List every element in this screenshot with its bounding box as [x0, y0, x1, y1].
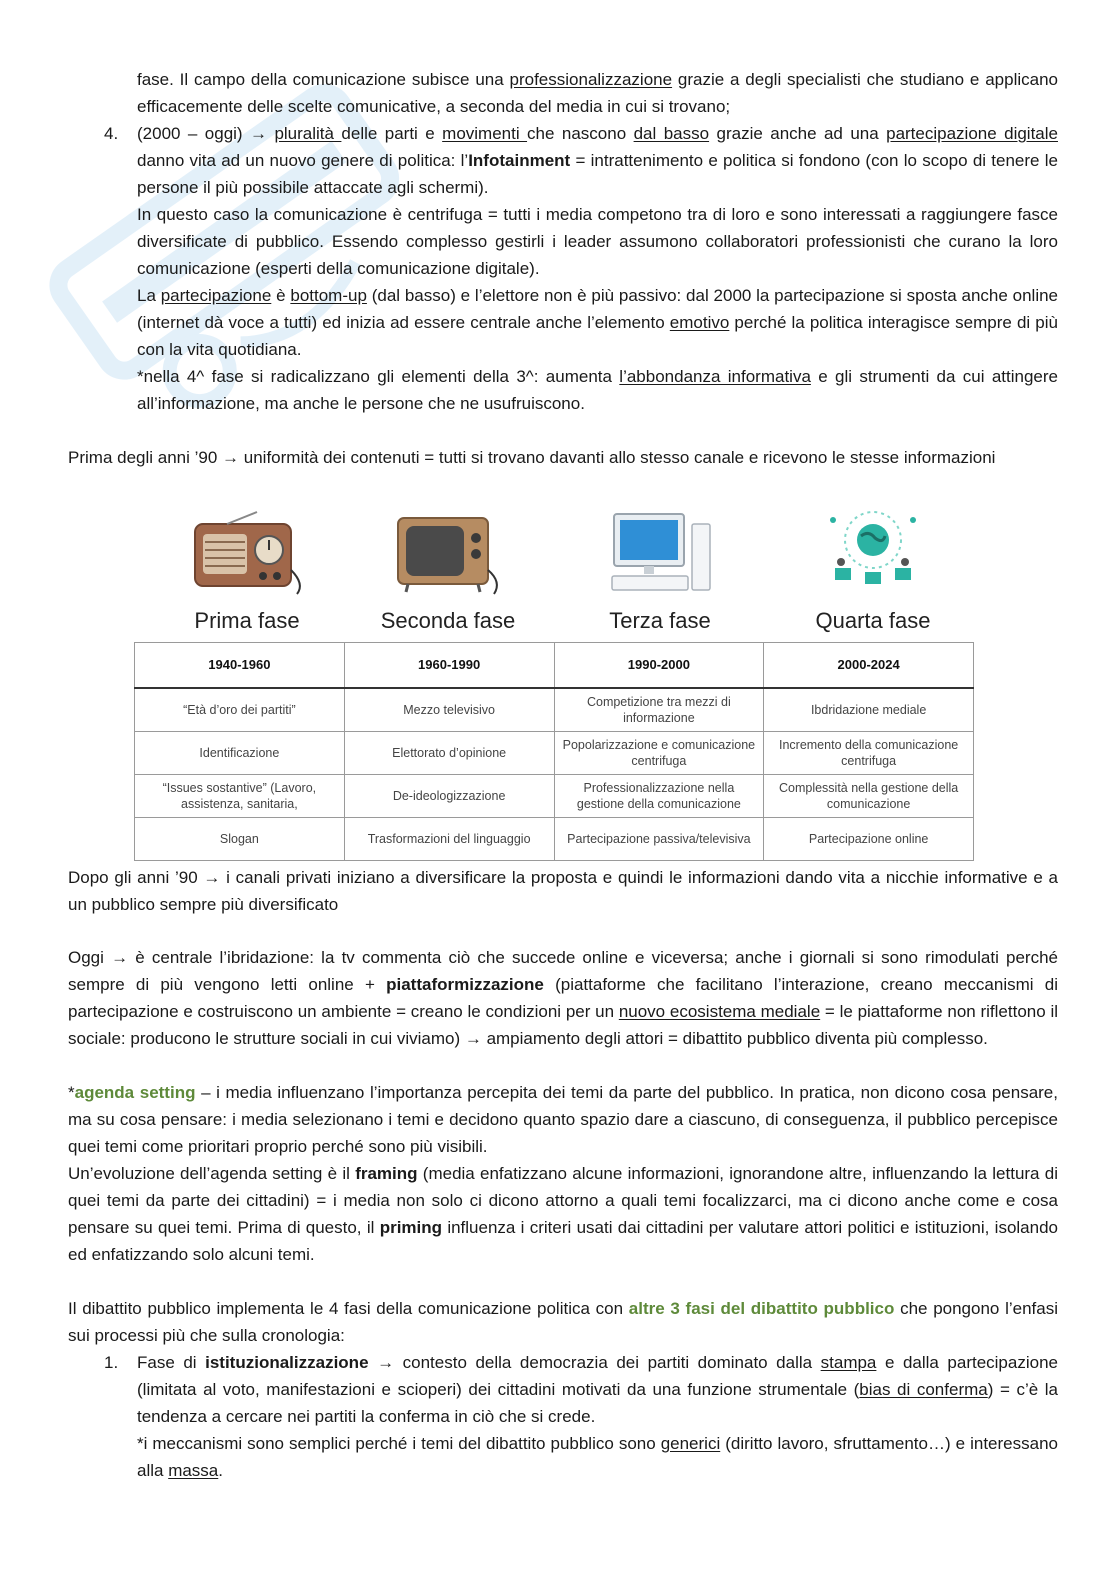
table-cell: Competizione tra mezzi di informazione [554, 688, 764, 732]
table-cell: De-ideologizzazione [344, 775, 554, 818]
phase-2 [358, 510, 538, 634]
table-cell: Ibdridazione mediale [764, 688, 974, 732]
agenda-setting-paragraph: *agenda setting – i media influenzano l’importanza percepita dei temi da parte del pubblico. In pratica, non dicono cosa pensare, ma su cosa pensare: i media selezionano i temi e decidono quanto spazio dare a ciascuno, di conseguenza, il pubblico percepisce quei temi come prioritari proprio perché sono più visibili. [68, 1083, 1058, 1156]
item4-centrifuga-paragraph: In questo caso la comunicazione è centrifuga = tutti i media competono tra di loro e sono interessati a raggiungere fasce diversificate di pubblico. Essendo complesso gestirli i leader assumono collaboratori professionisti che curano la loro comunicazione (esperti della comunicazione digitale). [137, 205, 1058, 278]
before-90-paragraph: Prima degli anni ’90 → uniformità dei contenuti = tutti si trovano davanti allo stesso canale e ricevono le stesse informazioni [68, 448, 996, 467]
table-cell: Slogan [135, 818, 345, 861]
table-header-row [135, 643, 974, 689]
table-header: 1990-2000 [554, 643, 764, 689]
table-header: 1960-1990 [344, 643, 554, 689]
table-cell: Partecipazione online [764, 818, 974, 861]
table-cell: “Età d’oro dei partiti” [135, 688, 345, 732]
table-row [135, 732, 974, 775]
table-row [135, 775, 974, 818]
table-cell: Elettorato d’opinione [344, 732, 554, 775]
table-cell: Partecipazione passiva/televisiva [554, 818, 764, 861]
framing-paragraph: Un’evoluzione dell’agenda setting è il framing (media enfatizzano alcune informazioni, ignorandone altre, influenzando la lettura di quei temi da parte dei cittadini) = i media non solo ci dicono attorno a quali temi focalizzarci, ma ci dicono anche come e cosa pensare su quei temi. Prima di questo, il priming influenza i criteri usati dai cittadini per valutare attori politici e istituzioni, isolando ed enfatizzando solo alcuni temi. [68, 1164, 1059, 1264]
item4-note-paragraph: *nella 4^ fase si radicalizzano gli elementi della 3^: aumenta l’abbondanza informativa e gli strumenti da cui attingere all’informazione, ma anche le persone che ne usufruiscono. [137, 367, 1058, 413]
today-paragraph: Oggi → è centrale l’ibridazione: la tv commenta ciò che succede online e viceversa; anche i giornali si sono rimodulati perché sempre di più vengono letti online + piattaformizzazione (piattaforme che facilitano l’interazione, creano meccanismi di partecipazione e costruiscono un ambiente = creano le condizioni per un nuovo ecosistema mediale = le piattaforme non riflettono il sociale: producono le strutture sociali in cui viviamo) → ampiamento degli attori = dibattito pubblico diventa più complesso. [68, 948, 1058, 1048]
table-row [135, 818, 974, 861]
table-cell: Professionalizzazione nella gestione della comunicazione [554, 775, 764, 818]
television-icon [388, 510, 508, 596]
phase-4 [783, 510, 963, 634]
table-cell: Identificazione [135, 732, 345, 775]
table-cell: Incremento della comunicazione centrifuga [764, 732, 974, 775]
phase-icons-row [175, 510, 995, 633]
desktop-computer-icon [600, 510, 720, 596]
item3-continuation: fase. Il campo della comunicazione subisce una professionalizzazione grazie a degli specialisti che studiano e applicano efficacemente delle scelte comunicative, a seconda del media in cui si trovano; [137, 70, 1058, 116]
phase-3 [570, 510, 750, 634]
phase-label: Terza fase [609, 608, 711, 633]
item4-paragraph: (2000 – oggi) → pluralità delle parti e movimenti che nascono dal basso grazie anche ad una partecipazione digitale danno vita ad un nuovo genere di politica: l’Infotainment = intrattenimento e politica si fondono (con lo scopo di tenere le persone il più possibile attaccate agli schermi). [137, 124, 1058, 197]
table-cell: “Issues sostantive” (Lavoro, assistenza, sanitaria, [135, 775, 345, 818]
after-90-paragraph: Dopo gli anni ’90 → i canali privati iniziano a diversificare la proposta e quindi le informazioni dando vita a nicchie informative e a un pubblico sempre più diversificato [68, 868, 1058, 914]
phase-label: Quarta fase [815, 608, 931, 633]
phase-label: Prima fase [194, 608, 300, 633]
table-row [135, 688, 974, 732]
table-header: 2000-2024 [764, 643, 974, 689]
debate-paragraph: Il dibattito pubblico implementa le 4 fasi della comunicazione politica con altre 3 fasi del dibattito pubblico che pongono l’enfasi sui processi più che sulla cronologia: [68, 1299, 1058, 1345]
phase-1 [157, 510, 337, 634]
table-header: 1940-1960 [135, 643, 345, 689]
table-cell: Popolarizzazione e comunicazione centrifuga [554, 732, 764, 775]
table-cell: Mezzo televisivo [344, 688, 554, 732]
global-network-icon [813, 510, 933, 596]
table-cell: Trasformazioni del linguaggio [344, 818, 554, 861]
table-cell: Complessità nella gestione della comunicazione [764, 775, 974, 818]
phases-table [134, 642, 974, 861]
list-number-1: 1. [104, 1353, 119, 1372]
phase-label: Seconda fase [380, 608, 516, 633]
list-number-4: 4. [104, 124, 119, 143]
radio-icon [187, 510, 307, 596]
item1-paragraph: Fase di istituzionalizzazione → contesto della democrazia dei partiti dominato dalla stampa e dalla partecipazione (limitata al voto, manifestazioni e scioperi) dei cittadini motivati da una funzione strumentale (bias di conferma) = c’è la tendenza a cercare nei partiti la conferma in ciò che si crede. [137, 1353, 1058, 1426]
item4-participation-paragraph: La partecipazione è bottom-up (dal basso) e l’elettore non è più passivo: dal 2000 la partecipazione si sposta anche online (internet dà voce a tutti) ed inizia ad essere centrale anche l’elemento emotivo perché la politica interagisce sempre di più con la vita quotidiana. [137, 286, 1059, 359]
item1-note-paragraph: *i meccanismi sono semplici perché i temi del dibattito pubblico sono generici (diritto lavoro, sfruttamento…) e interessano alla massa. [137, 1434, 1058, 1480]
